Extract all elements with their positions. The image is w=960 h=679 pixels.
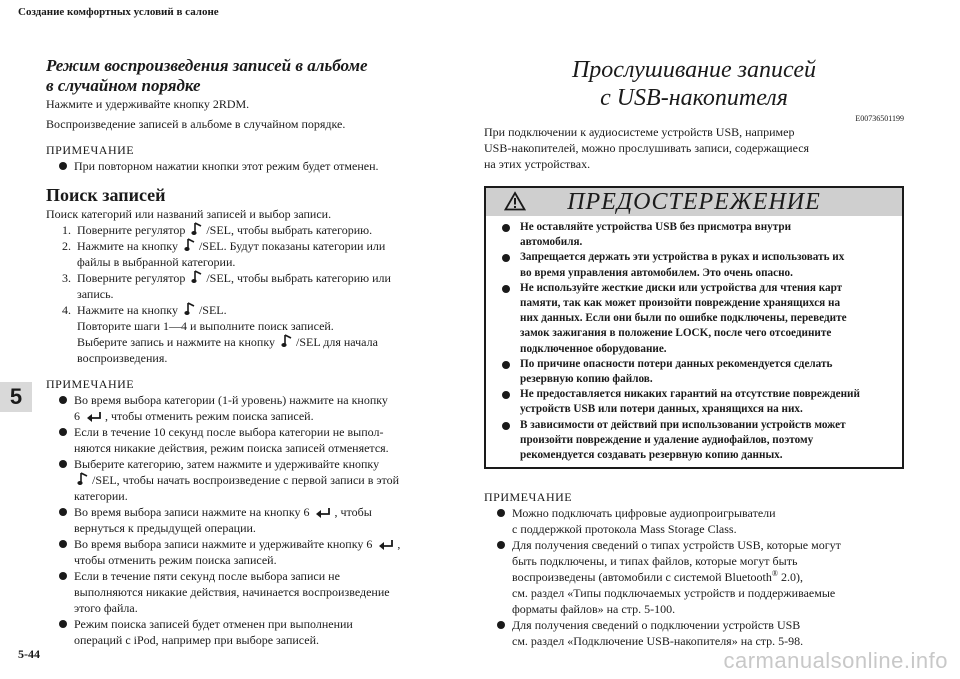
warning-text: подключенное оборудование. [520, 342, 667, 355]
step-text: Повторите шаги 1—4 и выполните поиск записей. [77, 319, 334, 333]
note-item [46, 616, 446, 648]
note-text: Во время выбора записи нажмите и удерживайте кнопку 6 [74, 537, 373, 551]
warning-header [486, 188, 902, 216]
random-play-title [46, 56, 446, 96]
usb-title-line1: Прослушивание записей [571, 57, 817, 83]
note-text: , чтобы отменить режим поиска записей. [105, 409, 314, 423]
step-text: /SEL, чтобы выбрать категорию. [206, 223, 373, 237]
step-text: Нажмите на кнопку [77, 303, 178, 317]
step-text: Нажмите на кнопку [77, 239, 178, 253]
note-text: Во время выбора записи нажмите на кнопку 6 [74, 505, 310, 519]
note-label: ПРИМЕЧАНИЕ [484, 490, 573, 505]
search-steps [46, 222, 446, 366]
note-text: 6 [74, 409, 80, 423]
warning-item [486, 220, 894, 250]
step-text: /SEL для начала [296, 335, 378, 349]
step-text: Выберите запись и нажмите на кнопку [77, 335, 276, 349]
bullet-icon [502, 285, 510, 293]
note-text: воспроизведены (автомобили с системой Bluetooth [512, 570, 772, 585]
note-text: При повторном нажатии кнопки этот режим будет отменен. [74, 159, 379, 173]
warning-title: ПРЕДОСТЕРЕЖЕНИЕ [567, 189, 821, 215]
note-text: Если в течение 10 секунд после выбора категории не выпол- [74, 425, 384, 439]
bullet-icon [59, 162, 67, 170]
warning-text: В зависимости от действий при использовании устройств может [520, 418, 846, 431]
note-text: Выберите категорию, затем нажмите и удерживайте кнопку [74, 457, 380, 471]
search-intro: Поиск категорий или названий записей и выбор записи. [46, 207, 332, 221]
warning-text: произойти повреждение и удаление аудиофайлов, поэтому [520, 433, 814, 446]
note-text: см. раздел «Подключение USB-накопителя» на стр. 5-98. [512, 634, 804, 649]
music-note-icon [77, 472, 89, 486]
step-item [46, 238, 446, 270]
note-text: 2.0), [777, 570, 803, 585]
usb-intro: При подключении к аудиосистеме устройств USB, например [484, 125, 795, 139]
registered-mark: ® [771, 569, 778, 579]
note-text: операций с iPod, например при выборе записей. [74, 633, 320, 647]
step-text: файлы в выбранной категории. [77, 255, 236, 269]
usb-section-title [484, 56, 904, 112]
warning-item [486, 387, 894, 417]
note-text: быть подключены, и типах файлов, которые могут быть [512, 554, 798, 569]
bullet-icon [59, 428, 67, 436]
music-note-icon [281, 334, 293, 348]
note-item [484, 537, 904, 617]
step-item [46, 222, 446, 238]
usb-notes [484, 505, 904, 649]
random-title-line2: в случайном порядке [46, 76, 201, 95]
note-label: ПРИМЕЧАНИЕ [46, 143, 135, 157]
watermark: carmanualsonline.info [723, 648, 948, 673]
note-item [46, 158, 446, 174]
warning-list [486, 220, 894, 463]
warning-item [486, 281, 894, 357]
music-note-icon [191, 222, 203, 236]
note-item [46, 504, 446, 536]
search-notes [46, 392, 446, 648]
warning-text: Не предоставляется никаких гарантий на отсутствие повреждений [520, 388, 860, 401]
warning-text: устройств USB или потери данных, хранящихся на них. [520, 403, 803, 416]
note-text: /SEL, чтобы начать воспроизведение с первой записи в этой [92, 473, 400, 487]
warning-text: замок зажигания в положение LOCK, после чего отсоедините [520, 327, 832, 340]
step-text: воспроизведения. [77, 351, 168, 365]
step-number: 4. [62, 303, 71, 317]
warning-body [486, 216, 902, 467]
random-text-1: Нажмите и удерживайте кнопку 2RDM. [46, 97, 250, 111]
step-item [46, 270, 446, 302]
usb-title-line2: с USB-накопителя [600, 85, 788, 111]
note-item [46, 536, 446, 568]
page-number: 5-44 [18, 647, 40, 661]
note-text: см. раздел «Типы подключаемых устройств и поддерживаемые [512, 586, 836, 601]
note-text: Для получения сведений о типах устройств USB, которые могут [512, 538, 841, 553]
warning-text: По причине опасности потери данных рекомендуется сделать [520, 357, 833, 370]
return-arrow-icon [315, 506, 331, 518]
note-text: Для получения сведений о подключении устройств USB [512, 618, 801, 633]
running-header: Создание комфортных условий в салоне [18, 6, 219, 18]
warning-text: Не используйте жесткие диски или устройства для чтения карт [520, 281, 843, 294]
music-note-icon [191, 270, 203, 284]
note-text: , [397, 537, 401, 551]
note-text: Во время выбора категории (1-й уровень) нажмите на кнопку [74, 393, 388, 407]
random-text-2: Воспроизведение записей в альбоме в случайном порядке. [46, 117, 346, 131]
bullet-icon [497, 621, 505, 629]
music-note-icon [184, 238, 196, 252]
left-column [46, 56, 446, 648]
note-text: Режим поиска записей будет отменен при выполнении [74, 617, 353, 631]
bullet-icon [497, 509, 505, 517]
bullet-icon [502, 422, 510, 430]
note-text: Если в течение пяти секунд после выбора записи не [74, 569, 340, 583]
warning-item [486, 357, 894, 387]
warning-text: рекомендуется создавать резервную копию данных. [520, 449, 783, 462]
note-text: выполняются никакие действия, начинается воспроизведение [74, 585, 390, 599]
section-code: E00736501199 [855, 114, 904, 123]
bullet-icon [502, 254, 510, 262]
note-item [46, 456, 446, 504]
warning-item [486, 418, 894, 464]
return-arrow-icon [86, 410, 102, 422]
step-text: /SEL. [198, 303, 227, 317]
bullet-icon [59, 508, 67, 516]
note-text: форматы файлов» на стр. 5-100. [512, 602, 676, 617]
search-title: Поиск записей [46, 185, 166, 205]
warning-triangle-icon [504, 191, 526, 211]
bullet-icon [59, 540, 67, 548]
note-text: няются никакие действия, режим поиска записей отменяется. [74, 441, 389, 455]
return-arrow-icon [378, 538, 394, 550]
random-title-line1: Режим воспроизведения записей в альбоме [46, 56, 368, 75]
warning-text: автомобиля. [520, 236, 583, 249]
warning-text: резервную копию файлов. [520, 373, 653, 386]
step-text: /SEL. Будут показаны категории или [198, 239, 386, 253]
note-text: категории. [74, 489, 128, 503]
bullet-icon [497, 541, 505, 549]
bullet-icon [502, 361, 510, 369]
bullet-icon [502, 391, 510, 399]
note-item [46, 568, 446, 616]
note-item [484, 617, 904, 649]
bullet-icon [59, 572, 67, 580]
note-item [46, 424, 446, 456]
warning-text: них данных. Если они были по ошибке подключены, переведите [520, 312, 847, 325]
bullet-icon [502, 224, 510, 232]
usb-intro: на этих устройствах. [484, 157, 591, 171]
bullet-icon [59, 396, 67, 404]
step-text: Поверните регулятор [77, 271, 186, 285]
bullet-icon [59, 620, 67, 628]
usb-intro: USB-накопителей, можно прослушивать записи, содержащиеся [484, 141, 810, 155]
step-text: запись. [77, 287, 114, 301]
warning-item [486, 250, 894, 280]
note-text: вернуться к предыдущей операции. [74, 521, 256, 535]
step-text: Поверните регулятор [77, 223, 186, 237]
music-note-icon [184, 302, 196, 316]
note-label: ПРИМЕЧАНИЕ [46, 377, 135, 391]
step-number: 2. [62, 239, 71, 253]
note-text: чтобы отменить режим поиска записей. [74, 553, 277, 567]
warning-text: во время управления автомобилем. Это очень опасно. [520, 266, 793, 279]
step-item [46, 302, 446, 366]
step-number: 1. [62, 223, 71, 237]
note-item [484, 505, 904, 537]
warning-box [484, 186, 904, 469]
note-text: этого файла. [74, 601, 138, 615]
note-text: Можно подключать цифровые аудиопроигрыватели [512, 506, 776, 521]
warning-text: Не оставляйте устройства USB без присмотра внутри [520, 221, 792, 233]
note-item [46, 392, 446, 424]
warning-text: памяти, так как может произойти повреждение хранящихся на [520, 297, 841, 310]
right-column [484, 56, 904, 649]
step-text: /SEL, чтобы выбрать категорию или [206, 271, 391, 285]
step-number: 3. [62, 271, 71, 285]
note-text: , чтобы [334, 505, 372, 519]
chapter-tab: 5 [0, 382, 32, 412]
warning-text: Запрещается держать эти устройства в руках и использовать их [520, 251, 845, 264]
random-notes [46, 158, 446, 174]
bullet-icon [59, 460, 67, 468]
note-text: с поддержкой протокола Mass Storage Class. [512, 522, 737, 537]
